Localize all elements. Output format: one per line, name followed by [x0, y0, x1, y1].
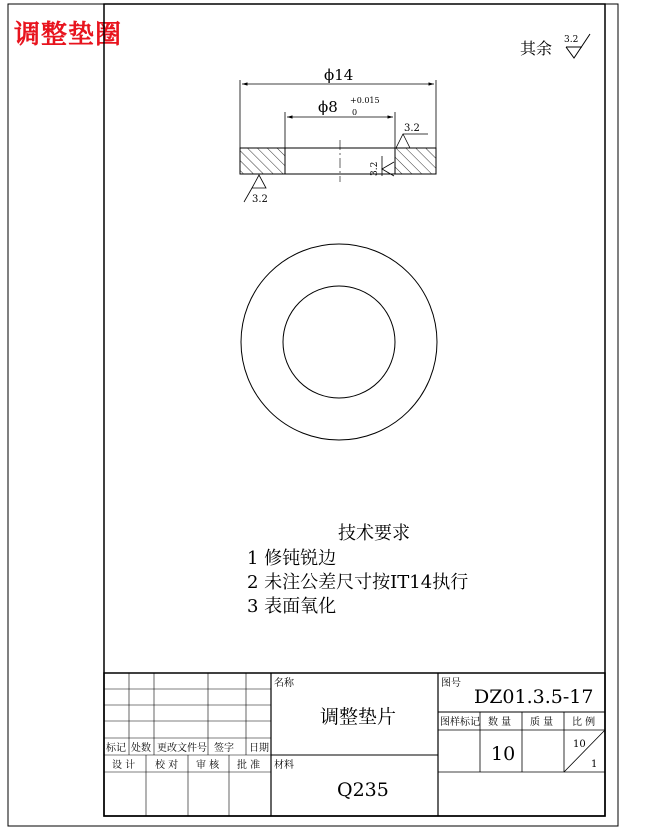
tech-title: 技术要求 — [338, 523, 410, 544]
scale-numerator: 10 — [573, 739, 586, 750]
scale-denominator: 1 — [591, 759, 598, 770]
drawing-number: DZ01.3.5-17 — [474, 686, 594, 708]
name-label: 名称 — [274, 678, 294, 689]
material: Q235 — [337, 779, 389, 801]
plan-view — [241, 244, 437, 440]
sign-approve: 批 准 — [237, 760, 261, 771]
inner-tolerance-upper: +0.015 — [350, 96, 380, 105]
col-label-date: 日期 — [249, 743, 269, 754]
outer-circle — [241, 244, 437, 440]
roughness-bottom-left-value: 3.2 — [252, 194, 268, 205]
roughness-note-label: 其余 — [520, 39, 553, 58]
attr-quantity: 数 量 — [488, 717, 512, 728]
material-label: 材料 — [274, 760, 294, 771]
roughness-inner-value: 3.2 — [370, 161, 380, 176]
section-left-hatch — [240, 148, 285, 174]
roughness-top-right-value: 3.2 — [404, 123, 420, 134]
drawing-no-label: 图号 — [441, 678, 461, 689]
tech-item-2: 2 未注公差尺寸按IT14执行 — [247, 572, 469, 593]
sign-review: 审 核 — [196, 760, 220, 771]
section-right-hatch — [395, 148, 436, 174]
inner-tolerance-lower: 0 — [352, 108, 358, 117]
tech-item-3: 3 表面氧化 — [247, 596, 337, 617]
roughness-top-right — [396, 134, 428, 148]
roughness-note — [520, 34, 590, 58]
roughness-bottom-left — [252, 175, 266, 188]
sign-design: 设 计 — [112, 760, 136, 771]
inner-diameter-label: ϕ8 — [318, 98, 338, 116]
quantity-value: 10 — [491, 743, 516, 765]
sign-check: 校 对 — [155, 760, 179, 771]
overlay-title: 调整垫圈 — [14, 20, 123, 50]
tech-item-1: 1 修钝锐边 — [247, 548, 337, 569]
col-label-sign: 签字 — [214, 743, 234, 754]
title-block-text — [106, 677, 597, 801]
roughness-note-value: 3.2 — [564, 35, 579, 45]
col-label-change-doc: 更改文件号 — [157, 743, 207, 754]
attr-scale: 比 例 — [572, 717, 596, 728]
outer-diameter-label: ϕ14 — [324, 66, 354, 84]
inner-circle — [283, 286, 395, 398]
col-label-count: 处数 — [131, 743, 151, 754]
tech-requirements — [247, 523, 468, 617]
part-name: 调整垫片 — [320, 706, 397, 728]
attr-mass: 质 量 — [530, 717, 554, 728]
section-view — [240, 66, 436, 205]
col-label-mark: 标记 — [106, 743, 126, 754]
attr-drawing-mark: 图样标记 — [440, 717, 480, 728]
